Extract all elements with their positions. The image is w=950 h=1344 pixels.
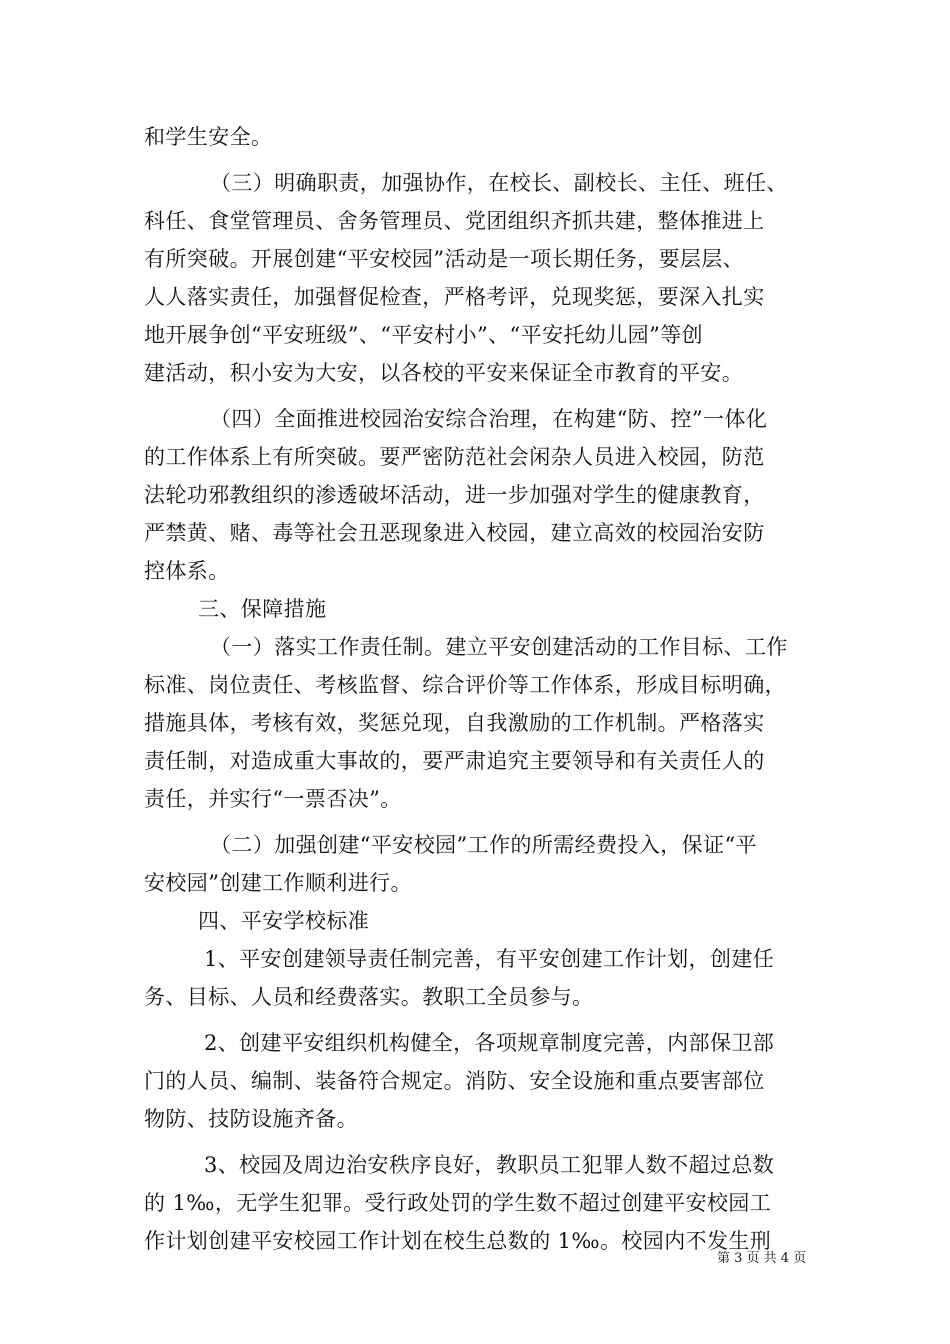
text-line: 的 1‰，无学生犯罪。受行政处罚的学生数不超过创建平安校园工 bbox=[144, 1191, 772, 1215]
text-line: 2、创建平安组织机构健全，各项规章制度完善，内部保卫部 bbox=[204, 1031, 775, 1055]
text-line: 控体系。 bbox=[144, 559, 230, 583]
page-number-footer: 第 3 页 共 4 页 bbox=[717, 1251, 807, 1266]
text-line: 1、平安创建领导责任制完善，有平安创建工作计划，创建任 bbox=[204, 947, 775, 971]
text-line: 的工作体系上有所突破。要严密防范社会闲杂人员进入校园，防范 bbox=[144, 445, 765, 469]
text-line: 和学生安全。 bbox=[144, 125, 273, 149]
text-line: 科任、食堂管理员、舍务管理员、党团组织齐抓共建，整体推进上 bbox=[144, 209, 765, 233]
document-body bbox=[144, 118, 808, 1260]
text-line: 安校园”创建工作顺利进行。 bbox=[144, 871, 412, 895]
text-line: 人人落实责任，加强督促检查，严格考评，兑现奖惩，要深入扎实 bbox=[144, 285, 765, 309]
text-line: （二）加强创建“平安校园”工作的所需经费投入，保证“平 bbox=[210, 833, 758, 857]
text-line: 标准、岗位责任、考核监督、综合评价等工作体系，形成目标明确， bbox=[144, 673, 786, 697]
text-line: （一）落实工作责任制。建立平安创建活动的工作目标、工作 bbox=[210, 635, 788, 659]
text-line: 务、目标、人员和经费落实。教职工全员参与。 bbox=[144, 985, 594, 1009]
text-line: 四、平安学校标准 bbox=[198, 909, 370, 933]
text-line: 三、保障措施 bbox=[198, 597, 327, 621]
text-line: 措施具体，考核有效，奖惩兑现，自我激励的工作机制。严格落实 bbox=[144, 711, 765, 735]
text-line: 严禁黄、赌、毒等社会丑恶现象进入校园，建立高效的校园治安防 bbox=[144, 521, 765, 545]
text-line: 地开展争创“平安班级”、“平安村小”、“平安托幼儿园”等创 bbox=[144, 323, 704, 347]
text-line: 门的人员、编制、装备符合规定。消防、安全设施和重点要害部位 bbox=[144, 1069, 765, 1093]
text-line: 责任制，对造成重大事故的，要严肃追究主要领导和有关责任人的 bbox=[144, 749, 765, 773]
text-line: （三）明确职责，加强协作，在校长、副校长、主任、班任、 bbox=[210, 171, 788, 195]
text-line: （四）全面推进校园治安综合治理，在构建“防、控”一体化 bbox=[210, 407, 768, 431]
text-line: 责任，并实行“一票否决”。 bbox=[144, 787, 402, 811]
text-line: 有所突破。开展创建“平安校园”活动是一项长期任务，要层层、 bbox=[144, 247, 745, 271]
text-line: 物防、技防设施齐备。 bbox=[144, 1107, 358, 1131]
text-line: 建活动，积小安为大安，以各校的平安来保证全市教育的平安。 bbox=[144, 361, 744, 385]
text-line: 作计划创建平安校园工作计划在校生总数的 1‰。校园内不发生刑 bbox=[144, 1229, 772, 1253]
text-line: 法轮功邪教组织的渗透破坏活动，进一步加强对学生的健康教育， bbox=[144, 483, 765, 507]
text-line: 3、校园及周边治安秩序良好，教职员工犯罪人数不超过总数 bbox=[204, 1153, 775, 1177]
